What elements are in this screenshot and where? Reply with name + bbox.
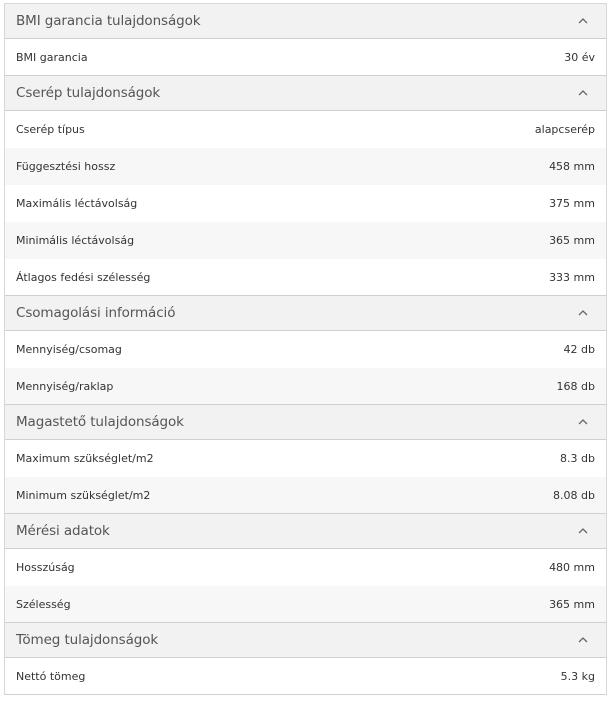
property-value: 480 mm [549, 561, 595, 574]
property-row [5, 440, 606, 477]
property-label: Maximális léctávolság [16, 197, 138, 210]
property-row [5, 185, 606, 222]
property-row [5, 549, 606, 586]
section-meresi-adatok [5, 514, 606, 623]
property-value: 168 db [556, 379, 595, 393]
chevron-up-icon[interactable] [576, 14, 590, 28]
property-value: alapcserép [534, 123, 595, 136]
section-header[interactable] [5, 514, 606, 549]
section-magasteto [5, 405, 606, 514]
chevron-up-icon[interactable] [576, 415, 590, 429]
section-header[interactable] [5, 76, 606, 111]
section-tomeg [5, 623, 606, 695]
property-row [5, 259, 606, 296]
chevron-up-icon[interactable] [576, 524, 590, 538]
section-title: Cserép tulajdonságok [16, 85, 161, 101]
property-value: 458 mm [549, 160, 595, 173]
section-header[interactable] [5, 296, 606, 331]
property-row [5, 368, 606, 405]
property-label: Cserép típus [16, 123, 85, 136]
product-properties-panel [4, 3, 607, 695]
property-label: Szélesség [16, 597, 71, 611]
property-value: 42 db [563, 343, 595, 356]
property-label: Mennyiség/raklap [16, 379, 114, 393]
section-title: Tömeg tulajdonságok [16, 632, 159, 648]
section-title: Magastető tulajdonságok [16, 414, 184, 430]
property-label: Mennyiség/csomag [16, 343, 122, 356]
property-row [5, 111, 606, 148]
property-label: Nettó tömeg [16, 669, 86, 683]
property-row [5, 477, 606, 514]
section-header[interactable] [5, 405, 606, 440]
chevron-up-icon[interactable] [576, 306, 590, 320]
property-value: 365 mm [549, 597, 595, 611]
property-label: Maximum szükséglet/m2 [16, 452, 154, 465]
chevron-up-icon[interactable] [576, 633, 590, 647]
property-label: Függesztési hossz [16, 160, 116, 173]
property-value: 375 mm [549, 197, 595, 210]
property-row [5, 331, 606, 368]
section-header[interactable] [5, 4, 606, 39]
property-label: BMI garancia [16, 50, 88, 64]
property-value: 30 év [564, 50, 595, 64]
section-bmi-garancia [5, 4, 606, 76]
chevron-up-icon[interactable] [576, 86, 590, 100]
property-value: 8.08 db [553, 488, 595, 502]
property-row [5, 39, 606, 76]
section-csomagolas [5, 296, 606, 405]
section-cserep [5, 76, 606, 296]
section-header[interactable] [5, 623, 606, 658]
section-title: BMI garancia tulajdonságok [16, 13, 201, 29]
property-value: 365 mm [549, 234, 595, 247]
property-label: Minimális léctávolság [16, 234, 135, 247]
property-row [5, 148, 606, 185]
property-value: 5.3 kg [560, 669, 595, 683]
property-row [5, 658, 606, 695]
property-value: 333 mm [549, 270, 595, 284]
property-label: Átlagos fedési szélesség [16, 270, 151, 284]
property-label: Minimum szükséglet/m2 [16, 488, 151, 502]
property-row [5, 222, 606, 259]
property-label: Hosszúság [16, 561, 75, 574]
section-title: Csomagolási információ [16, 305, 176, 321]
property-row [5, 586, 606, 623]
property-value: 8.3 db [560, 452, 595, 465]
section-title: Mérési adatok [16, 523, 110, 539]
